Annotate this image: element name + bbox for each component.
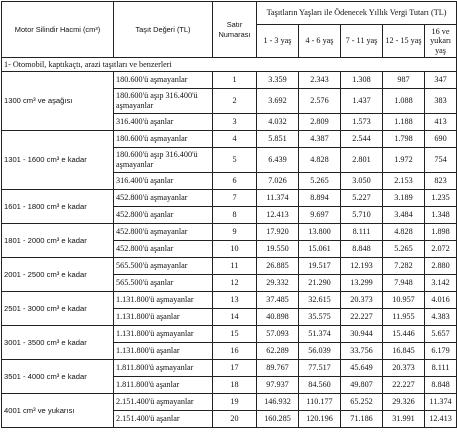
tax-amount-cell: 51.374: [299, 326, 341, 343]
header-age-3: 7 - 11 yaş: [341, 25, 383, 58]
section-row: [2, 58, 457, 72]
tax-amount-cell: 1.308: [341, 72, 383, 89]
tax-amount-cell: 2.809: [299, 114, 341, 131]
tasit-value-cell: 180.600'ü aşıp 316.400'ü aşmayanlar: [114, 148, 213, 173]
tax-amount-cell: 15.061: [299, 241, 341, 258]
tax-amount-cell: 146.932: [257, 394, 299, 411]
tax-table-container: [1, 1, 456, 428]
tax-amount-cell: 11.955: [383, 309, 425, 326]
tasit-value-cell: 1.131.800'ü aşanlar: [114, 309, 213, 326]
tax-amount-cell: 1.573: [341, 114, 383, 131]
tax-amount-cell: 37.485: [257, 292, 299, 309]
tasit-value-cell: 180.600'ü aşmayanlar: [114, 72, 213, 89]
table-row: [2, 326, 457, 343]
row-number-cell: 8: [213, 207, 257, 224]
tax-amount-cell: 110.177: [299, 394, 341, 411]
tax-amount-cell: 11.374: [257, 190, 299, 207]
tax-amount-cell: 97.937: [257, 377, 299, 394]
tax-amount-cell: 7.282: [383, 258, 425, 275]
tasit-value-cell: 1.811.800'ü aşmayanlar: [114, 360, 213, 377]
tax-amount-cell: 8.111: [341, 224, 383, 241]
tasit-value-cell: 1.131.800'ü aşmayanlar: [114, 326, 213, 343]
tax-amount-cell: 6.439: [257, 148, 299, 173]
tax-amount-cell: 1.798: [383, 131, 425, 148]
header-tasit: Taşıt Değeri (TL): [114, 2, 213, 58]
tax-amount-cell: 89.767: [257, 360, 299, 377]
tax-amount-cell: 2.072: [425, 241, 457, 258]
row-number-cell: 15: [213, 326, 257, 343]
tax-amount-cell: 4.828: [299, 148, 341, 173]
header-group: Taşıtların Yaşları ile Ödenecek Yıllık Vergi Tutarı (TL): [257, 2, 457, 25]
row-number-cell: 11: [213, 258, 257, 275]
vehicle-tax-table: [1, 1, 457, 428]
tax-amount-cell: 40.898: [257, 309, 299, 326]
tax-amount-cell: 15.446: [383, 326, 425, 343]
tasit-value-cell: 452.800'ü aşmayanlar: [114, 190, 213, 207]
tasit-value-cell: 2.151.400'ü aşmayanlar: [114, 394, 213, 411]
tax-amount-cell: 5.710: [341, 207, 383, 224]
tax-amount-cell: 754: [425, 148, 457, 173]
tasit-value-cell: 452.800'ü aşanlar: [114, 241, 213, 258]
tax-amount-cell: 1.972: [383, 148, 425, 173]
tax-amount-cell: 5.227: [341, 190, 383, 207]
tax-amount-cell: 8.848: [341, 241, 383, 258]
tax-amount-cell: 4.016: [425, 292, 457, 309]
section-title: 1- Otomobil, kaptıkaçtı, arazi taşıtları ve benzerleri: [2, 58, 457, 72]
table-header: [2, 2, 457, 58]
tax-amount-cell: 45.649: [341, 360, 383, 377]
row-number-cell: 5: [213, 148, 257, 173]
motor-cell: 1801 - 2000 cm³ e kadar: [2, 224, 114, 258]
tax-amount-cell: 3.692: [257, 89, 299, 114]
tax-amount-cell: 19.517: [299, 258, 341, 275]
tax-amount-cell: 1.898: [425, 224, 457, 241]
tax-amount-cell: 8.111: [425, 360, 457, 377]
tax-amount-cell: 12.193: [341, 258, 383, 275]
tasit-value-cell: 452.800'ü aşanlar: [114, 207, 213, 224]
tax-amount-cell: 16.845: [383, 343, 425, 360]
table-row: [2, 360, 457, 377]
header-motor: Motor Silindir Hacmi (cm³): [2, 2, 114, 58]
row-number-cell: 9: [213, 224, 257, 241]
tax-amount-cell: 49.807: [341, 377, 383, 394]
tasit-value-cell: 180.600'ü aşmayanlar: [114, 131, 213, 148]
tasit-value-cell: 565.500'ü aşanlar: [114, 275, 213, 292]
tax-amount-cell: 22.227: [383, 377, 425, 394]
row-number-cell: 12: [213, 275, 257, 292]
tax-amount-cell: 347: [425, 72, 457, 89]
header-age-2: 4 - 6 yaş: [299, 25, 341, 58]
motor-cell: 3501 - 4000 cm³ e kadar: [2, 360, 114, 394]
table-row: [2, 190, 457, 207]
tasit-value-cell: 1.131.800'ü aşmayanlar: [114, 292, 213, 309]
tax-amount-cell: 10.957: [383, 292, 425, 309]
tax-amount-cell: 2.343: [299, 72, 341, 89]
tax-amount-cell: 31.991: [383, 411, 425, 428]
row-number-cell: 7: [213, 190, 257, 207]
table-row: [2, 131, 457, 148]
header-age-1: 1 - 3 yaş: [257, 25, 299, 58]
tax-amount-cell: 7.948: [383, 275, 425, 292]
tasit-value-cell: 316.400'ü aşanlar: [114, 114, 213, 131]
tax-amount-cell: 987: [383, 72, 425, 89]
tax-amount-cell: 3.484: [383, 207, 425, 224]
tasit-value-cell: 452.800'ü aşmayanlar: [114, 224, 213, 241]
tax-amount-cell: 690: [425, 131, 457, 148]
tasit-value-cell: 1.811.800'ü aşanlar: [114, 377, 213, 394]
row-number-cell: 16: [213, 343, 257, 360]
tax-amount-cell: 13.299: [341, 275, 383, 292]
tax-amount-cell: 20.373: [383, 360, 425, 377]
tax-amount-cell: 29.332: [257, 275, 299, 292]
tax-amount-cell: 160.285: [257, 411, 299, 428]
tax-amount-cell: 84.560: [299, 377, 341, 394]
tax-amount-cell: 22.227: [341, 309, 383, 326]
motor-cell: 4001 cm³ ve yukarısı: [2, 394, 114, 428]
row-number-cell: 10: [213, 241, 257, 258]
tax-amount-cell: 71.186: [341, 411, 383, 428]
tax-amount-cell: 19.550: [257, 241, 299, 258]
tax-amount-cell: 62.289: [257, 343, 299, 360]
tax-amount-cell: 77.517: [299, 360, 341, 377]
tasit-value-cell: 180.600'ü aşıp 316.400'ü aşmayanlar: [114, 89, 213, 114]
row-number-cell: 14: [213, 309, 257, 326]
motor-cell: 2001 - 2500 cm³ e kadar: [2, 258, 114, 292]
tax-amount-cell: 4.387: [299, 131, 341, 148]
motor-cell: 1300 cm³ ve aşağısı: [2, 72, 114, 131]
row-number-cell: 13: [213, 292, 257, 309]
tax-amount-cell: 5.657: [425, 326, 457, 343]
tax-amount-cell: 1.348: [425, 207, 457, 224]
tax-amount-cell: 2.576: [299, 89, 341, 114]
row-number-cell: 17: [213, 360, 257, 377]
table-row: [2, 394, 457, 411]
tax-amount-cell: 823: [425, 173, 457, 190]
tax-amount-cell: 5.265: [299, 173, 341, 190]
row-number-cell: 1: [213, 72, 257, 89]
tax-amount-cell: 33.756: [341, 343, 383, 360]
tax-amount-cell: 2.544: [341, 131, 383, 148]
motor-cell: 1601 - 1800 cm³ e kadar: [2, 190, 114, 224]
tax-amount-cell: 30.944: [341, 326, 383, 343]
header-age-4: 12 - 15 yaş: [383, 25, 425, 58]
row-number-cell: 4: [213, 131, 257, 148]
tax-amount-cell: 1.437: [341, 89, 383, 114]
tax-amount-cell: 1.235: [425, 190, 457, 207]
tax-amount-cell: 5.851: [257, 131, 299, 148]
tax-amount-cell: 3.142: [425, 275, 457, 292]
tax-amount-cell: 56.039: [299, 343, 341, 360]
table-row: [2, 292, 457, 309]
tax-amount-cell: 6.179: [425, 343, 457, 360]
tax-amount-cell: 120.196: [299, 411, 341, 428]
tasit-value-cell: 1.131.800'ü aşanlar: [114, 343, 213, 360]
tax-amount-cell: 9.697: [299, 207, 341, 224]
tasit-value-cell: 316.400'ü aşanlar: [114, 173, 213, 190]
table-row: [2, 224, 457, 241]
tax-amount-cell: 4.383: [425, 309, 457, 326]
tax-amount-cell: 7.026: [257, 173, 299, 190]
tax-amount-cell: 35.575: [299, 309, 341, 326]
tax-amount-cell: 383: [425, 89, 457, 114]
row-number-cell: 2: [213, 89, 257, 114]
tax-amount-cell: 26.885: [257, 258, 299, 275]
tax-amount-cell: 3.359: [257, 72, 299, 89]
tax-amount-cell: 57.093: [257, 326, 299, 343]
table-row: [2, 258, 457, 275]
motor-cell: 1301 - 1600 cm³ e kadar: [2, 131, 114, 190]
tax-amount-cell: 12.413: [257, 207, 299, 224]
tax-amount-cell: 29.326: [383, 394, 425, 411]
tax-amount-cell: 11.374: [425, 394, 457, 411]
tax-amount-cell: 3.050: [341, 173, 383, 190]
table-row: [2, 72, 457, 89]
header-sira: Satır Numarası: [213, 2, 257, 58]
header-age-5: 16 ve yukarı yaş: [425, 25, 457, 58]
tax-amount-cell: 4.828: [383, 224, 425, 241]
tax-amount-cell: 5.265: [383, 241, 425, 258]
tax-amount-cell: 4.032: [257, 114, 299, 131]
row-number-cell: 20: [213, 411, 257, 428]
tax-amount-cell: 32.615: [299, 292, 341, 309]
tax-amount-cell: 3.189: [383, 190, 425, 207]
tax-amount-cell: 12.413: [425, 411, 457, 428]
tax-amount-cell: 17.920: [257, 224, 299, 241]
tasit-value-cell: 565.500'ü aşmayanlar: [114, 258, 213, 275]
tax-amount-cell: 21.290: [299, 275, 341, 292]
motor-cell: 3001 - 3500 cm³ e kadar: [2, 326, 114, 360]
tax-amount-cell: 1.088: [383, 89, 425, 114]
tax-amount-cell: 413: [425, 114, 457, 131]
tax-amount-cell: 65.252: [341, 394, 383, 411]
row-number-cell: 19: [213, 394, 257, 411]
motor-cell: 2501 - 3000 cm³ e kadar: [2, 292, 114, 326]
tax-amount-cell: 13.800: [299, 224, 341, 241]
tax-amount-cell: 1.188: [383, 114, 425, 131]
row-number-cell: 18: [213, 377, 257, 394]
tax-amount-cell: 8.894: [299, 190, 341, 207]
tax-amount-cell: 2.880: [425, 258, 457, 275]
table-body: [2, 58, 457, 428]
tax-amount-cell: 8.848: [425, 377, 457, 394]
tax-amount-cell: 2.153: [383, 173, 425, 190]
tax-amount-cell: 20.373: [341, 292, 383, 309]
tax-amount-cell: 2.801: [341, 148, 383, 173]
row-number-cell: 6: [213, 173, 257, 190]
row-number-cell: 3: [213, 114, 257, 131]
tasit-value-cell: 2.151.400'ü aşanlar: [114, 411, 213, 428]
